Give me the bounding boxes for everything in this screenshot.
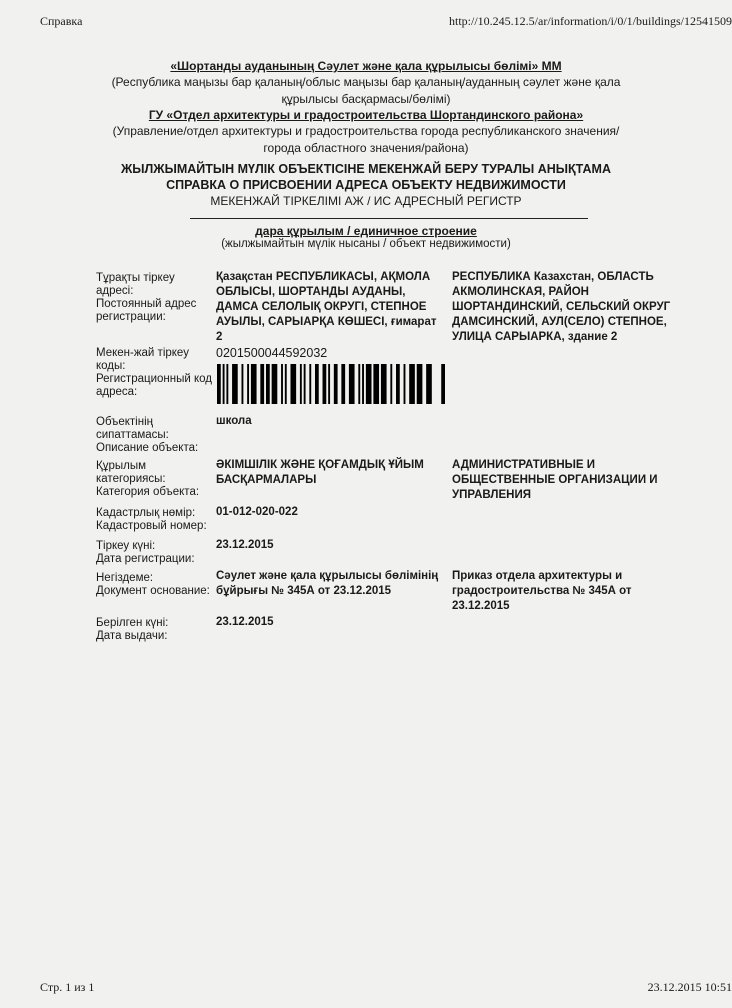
title-ru: СПРАВКА О ПРИСВОЕНИИ АДРЕСА ОБЪЕКТУ НЕДВИЖИМОСТИ	[166, 178, 566, 192]
org-ru-note: (Управление/отдел архитектуры и градостроительства города республиканского значения/города областного значения/района)	[112, 124, 620, 155]
reg-code-label-ru: Регистрационный код адреса:	[96, 373, 212, 398]
reg-date-label	[96, 540, 214, 566]
description-label	[96, 416, 214, 455]
org-ru-name: ГУ «Отдел архитектуры и градостроительства Шортандинского района»	[148, 108, 584, 122]
address-value-kz: Қазақстан РЕСПУБЛИКАСЫ, АҚМОЛА ОБЛЫСЫ, ШОРТАНДЫ АУДАНЫ, ДАМСА СЕЛОЛЫҚ ОКРУГІ, СТЕПНОЕ АУЫЛЫ, САРЫАРҚА КӨШЕСІ, ғимарат 2	[216, 271, 437, 343]
address-label	[96, 272, 214, 324]
issue-date-label	[96, 617, 214, 643]
basis-label	[96, 572, 214, 598]
cadastral-label	[96, 507, 214, 533]
address-value-ru: РЕСПУБЛИКА Казахстан, ОБЛАСТЬ АКМОЛИНСКАЯ, РАЙОН ШОРТАНДИНСКИЙ, СЕЛЬСКИЙ ОКРУГ ДАМСИНСКИЙ, АУЛ(СЕЛО) СТЕПНОЕ, УЛИЦА САРЫАРКА, здание 2	[452, 271, 671, 343]
issue-date-value: 23.12.2015	[216, 616, 274, 628]
barcode	[217, 364, 445, 404]
address-label-ru: Постоянный адрес регистрации:	[96, 298, 197, 323]
basis-label-ru: Документ основание:	[96, 585, 210, 597]
title-kz: ЖЫЛЖЫМАЙТЫН МҮЛІК ОБЪЕКТІСІНЕ МЕКЕНЖАЙ БЕРУ ТУРАЛЫ АНЫҚТАМА	[121, 162, 611, 176]
reg-code-label-kz: Мекен-жай тіркеу коды:	[96, 347, 189, 372]
reg-date-value: 23.12.2015	[216, 539, 274, 551]
title-divider	[190, 218, 588, 219]
basis-label-kz: Негіздеме:	[96, 572, 154, 584]
description-label-ru: Описание объекта:	[96, 442, 199, 454]
category-label	[96, 460, 214, 499]
basis-value-ru: Приказ отдела архитектуры и градостроительства № 345А от 23.12.2015	[452, 570, 632, 612]
category-label-ru: Категория объекта:	[96, 486, 200, 498]
category-label-kz: Құрылым категориясы:	[96, 460, 166, 485]
issue-date-label-ru: Дата выдачи:	[96, 630, 168, 642]
reg-date-label-kz: Тіркеу күні:	[96, 540, 156, 552]
issue-date-label-kz: Берілген күні:	[96, 617, 169, 629]
print-header-url: http://10.245.12.5/ar/information/i/0/1/buildings/12541509	[449, 14, 732, 28]
category-value-kz: ӘКІМШІЛІК ЖӘНЕ ҚОҒАМДЫҚ ҰЙЫМ БАСҚАРМАЛАРЫ	[216, 459, 424, 486]
description-value: школа	[216, 415, 252, 427]
org-kz-name: «Шортанды ауданының Сәулет және қала құрылысы бөлімі» ММ	[170, 59, 562, 73]
basis-value-kz: Сәулет және қала құрылысы бөлімінің бұйрығы № 345А от 23.12.2015	[216, 570, 439, 597]
cadastral-label-ru: Кадастровый номер:	[96, 520, 207, 532]
object-type: дара құрылым / единичное строение	[255, 224, 477, 238]
print-footer-page: Стр. 1 из 1	[40, 980, 95, 994]
title-registry: МЕКЕНЖАЙ ТІРКЕЛІМІ АЖ / ИС АДРЕСНЫЙ РЕГИСТР	[210, 194, 522, 208]
reg-code-value: 0201500044592032	[216, 346, 328, 360]
category-value-ru: АДМИНИСТРАТИВНЫЕ И ОБЩЕСТВЕННЫЕ ОРГАНИЗАЦИИ И УПРАВЛЕНИЯ	[452, 459, 658, 501]
address-label-kz: Тұрақты тіркеу адресі:	[96, 272, 175, 297]
org-kz-note: (Республика маңызы бар қаланың/облыс маңызы бар қаланың/ауданның сәулет және қала құрылысы басқармасы/бөлімі)	[111, 75, 621, 106]
print-footer-datetime: 23.12.2015 10:51	[647, 980, 732, 994]
cadastral-label-kz: Кадастрлық нөмір:	[96, 507, 196, 519]
object-type-note: (жылжымайтын мүлік нысаны / объект недвижимости)	[221, 238, 511, 250]
reg-code-label	[96, 347, 214, 399]
reg-date-label-ru: Дата регистрации:	[96, 553, 195, 565]
print-header-title: Справка	[40, 14, 83, 28]
description-label-kz: Объектінің сипаттамасы:	[96, 416, 169, 441]
cadastral-value: 01-012-020-022	[216, 506, 298, 518]
